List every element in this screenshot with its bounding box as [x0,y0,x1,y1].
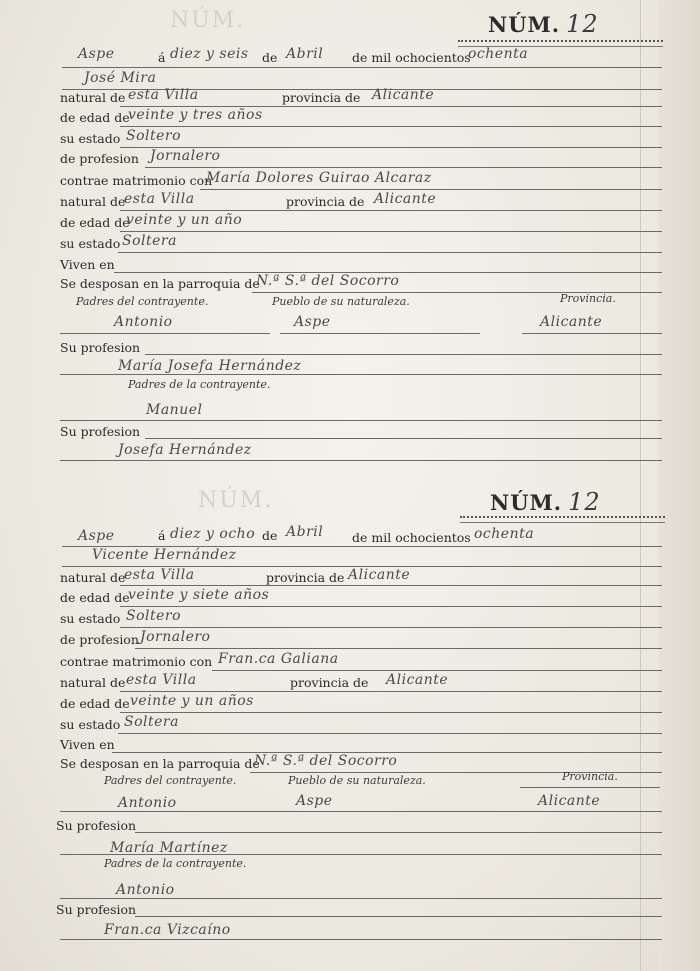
caption-padres-contrayenta: Padres de la contrayente. [104,857,247,870]
bride-edad-value: veinte y un año [126,212,243,228]
record-number-value: 12 [568,488,601,516]
groom-profesion-label: de profesion [60,632,139,647]
ruled-line [60,939,662,940]
groom-profesion-value: Jornalero [140,629,211,645]
record-number [488,10,599,38]
groom-natural-value: esta Villa [124,567,195,583]
father-groom: Antonio [118,795,177,811]
bride-edad-label: de edad de [60,696,130,711]
groom-natural-label: natural de [60,90,126,105]
ruled-line [118,252,662,253]
parroquia-label: Se desposan en la parroquia de [60,276,260,291]
bride-provincia-value: Alicante [386,672,449,688]
a-label: á [158,528,166,543]
ruled-line [60,811,662,812]
record-number-label: NÚM. [490,490,563,515]
marriage-record-2 [0,484,700,969]
bride-edad-label: de edad de [60,215,130,230]
bleed-through-text: NÚM. [198,488,274,513]
caption-padres-contrayente: Padres del contrayente. [76,295,209,308]
ruled-line [120,691,662,692]
ruled-line [62,67,662,68]
father-bride: Antonio [116,882,175,898]
bride-natural-value: esta Villa [126,672,197,688]
ruled-line [520,787,660,788]
groom-name: José Mira [84,70,157,86]
pueblo-groom: Aspe [294,314,331,330]
groom-edad-value: veinte y siete años [128,587,270,603]
bride-estado-value: Soltera [124,714,179,730]
groom-natural-value: esta Villa [128,87,199,103]
bride-natural-value: esta Villa [124,191,195,207]
year-label: de mil ochocientos [352,530,471,545]
bride-natural-label: natural de [60,194,126,209]
provincia-groom: Alicante [540,314,603,330]
de-label: de [262,528,278,543]
caption-provincia: Provincia. [562,770,618,783]
ruled-line [60,420,662,421]
groom-profesion-value: Jornalero [150,148,221,164]
groom-edad-value: veinte y tres años [128,107,263,123]
groom-estado-label: su estado [60,131,121,146]
a-label: á [158,50,166,65]
father-groom: Antonio [114,314,173,330]
ruled-line [145,354,662,355]
bride-estado-label: su estado [60,236,121,251]
ruled-line [212,670,662,671]
ruled-line [120,712,662,713]
place-value: Aspe [78,46,115,62]
ruled-line [135,832,662,833]
ruled-line [60,333,270,334]
de-label: de [262,50,278,65]
bleed-through-text: NÚM. [170,8,246,33]
record-number-label: NÚM. [488,12,561,37]
groom-edad-label: de edad de [60,110,130,125]
groom-estado-value: Soltero [126,608,182,624]
day-value: diez y ocho [170,526,256,542]
ruled-line [120,126,662,127]
parroquia-value: N.ª S.ª del Socorro [256,273,400,289]
place-value: Aspe [78,528,115,544]
ruled-line [120,606,662,607]
bride-provincia-label: provincia de [286,194,365,209]
mother-bride: Fran.ca Vizcaíno [104,922,231,938]
groom-provincia-label: provincia de [266,570,345,585]
provincia-groom: Alicante [538,793,601,809]
month-value: Abril [286,524,324,540]
year-label: de mil ochocientos [352,50,471,65]
ruled-line [145,438,662,439]
mother-groom: María Josefa Hernández [118,358,302,374]
bride-estado-label: su estado [60,717,121,732]
viven-label: Viven en [60,737,115,752]
bride-natural-label: natural de [60,675,126,690]
groom-parents-profesion-label: Su profesion [56,818,137,833]
caption-pueblo: Pueblo de su naturaleza. [288,774,426,787]
mother-groom: María Martínez [110,840,228,856]
ruled-line [60,460,662,461]
ruled-line [145,167,662,168]
groom-parents-profesion-label: Su profesion [60,340,141,355]
groom-provincia-value: Alicante [372,87,435,103]
caption-padres-contrayenta: Padres de la contrayente. [128,378,271,391]
ruled-line [60,374,662,375]
pueblo-groom: Aspe [296,793,333,809]
caption-provincia: Provincia. [560,292,616,305]
ruled-line [120,231,662,232]
ruled-line [60,854,662,855]
record-number [490,488,601,516]
groom-edad-label: de edad de [60,590,130,605]
bride-name: Fran.ca Galiana [218,651,339,667]
caption-pueblo: Pueblo de su naturaleza. [272,295,410,308]
mother-bride: Josefa Hernández [118,442,252,458]
ruled-line [60,898,662,899]
ruled-line [135,916,662,917]
groom-name: Vicente Hernández [92,547,237,563]
bride-provincia-value: Alicante [374,191,437,207]
contrae-label: contrae matrimonio con [60,173,213,188]
ruled-line [120,627,662,628]
month-value: Abril [286,46,324,62]
contrae-label: contrae matrimonio con [60,654,213,669]
ruled-line [120,210,662,211]
bride-edad-value: veinte y un años [130,693,254,709]
ruled-line [118,733,662,734]
marriage-record-1 [0,0,700,485]
year-value: ochenta [468,46,529,62]
viven-label: Viven en [60,257,115,272]
ruled-line [120,585,662,586]
bride-provincia-label: provincia de [290,675,369,690]
bride-estado-value: Soltera [122,233,177,249]
bride-name: María Dolores Guirao Alcaraz [206,170,432,186]
day-value: diez y seis [170,46,249,62]
record-number-value: 12 [566,10,599,38]
caption-padres-contrayente: Padres del contrayente. [104,774,237,787]
year-value: ochenta [474,526,535,542]
groom-provincia-value: Alicante [348,567,411,583]
groom-profesion-label: de profesion [60,151,139,166]
parroquia-label: Se desposan en la parroquia de [60,756,260,771]
bride-parents-profesion-label: Su profesion [56,902,137,917]
ruled-line [280,333,480,334]
ruled-line [135,648,662,649]
ruled-line [522,333,662,334]
bride-parents-profesion-label: Su profesion [60,424,141,439]
groom-estado-value: Soltero [126,128,182,144]
decorative-rule [460,516,665,523]
father-bride: Manuel [146,402,203,418]
parroquia-value: N.ª S.ª del Socorro [254,753,398,769]
groom-natural-label: natural de [60,570,126,585]
ruled-line [200,189,662,190]
groom-provincia-label: provincia de [282,90,361,105]
groom-estado-label: su estado [60,611,121,626]
